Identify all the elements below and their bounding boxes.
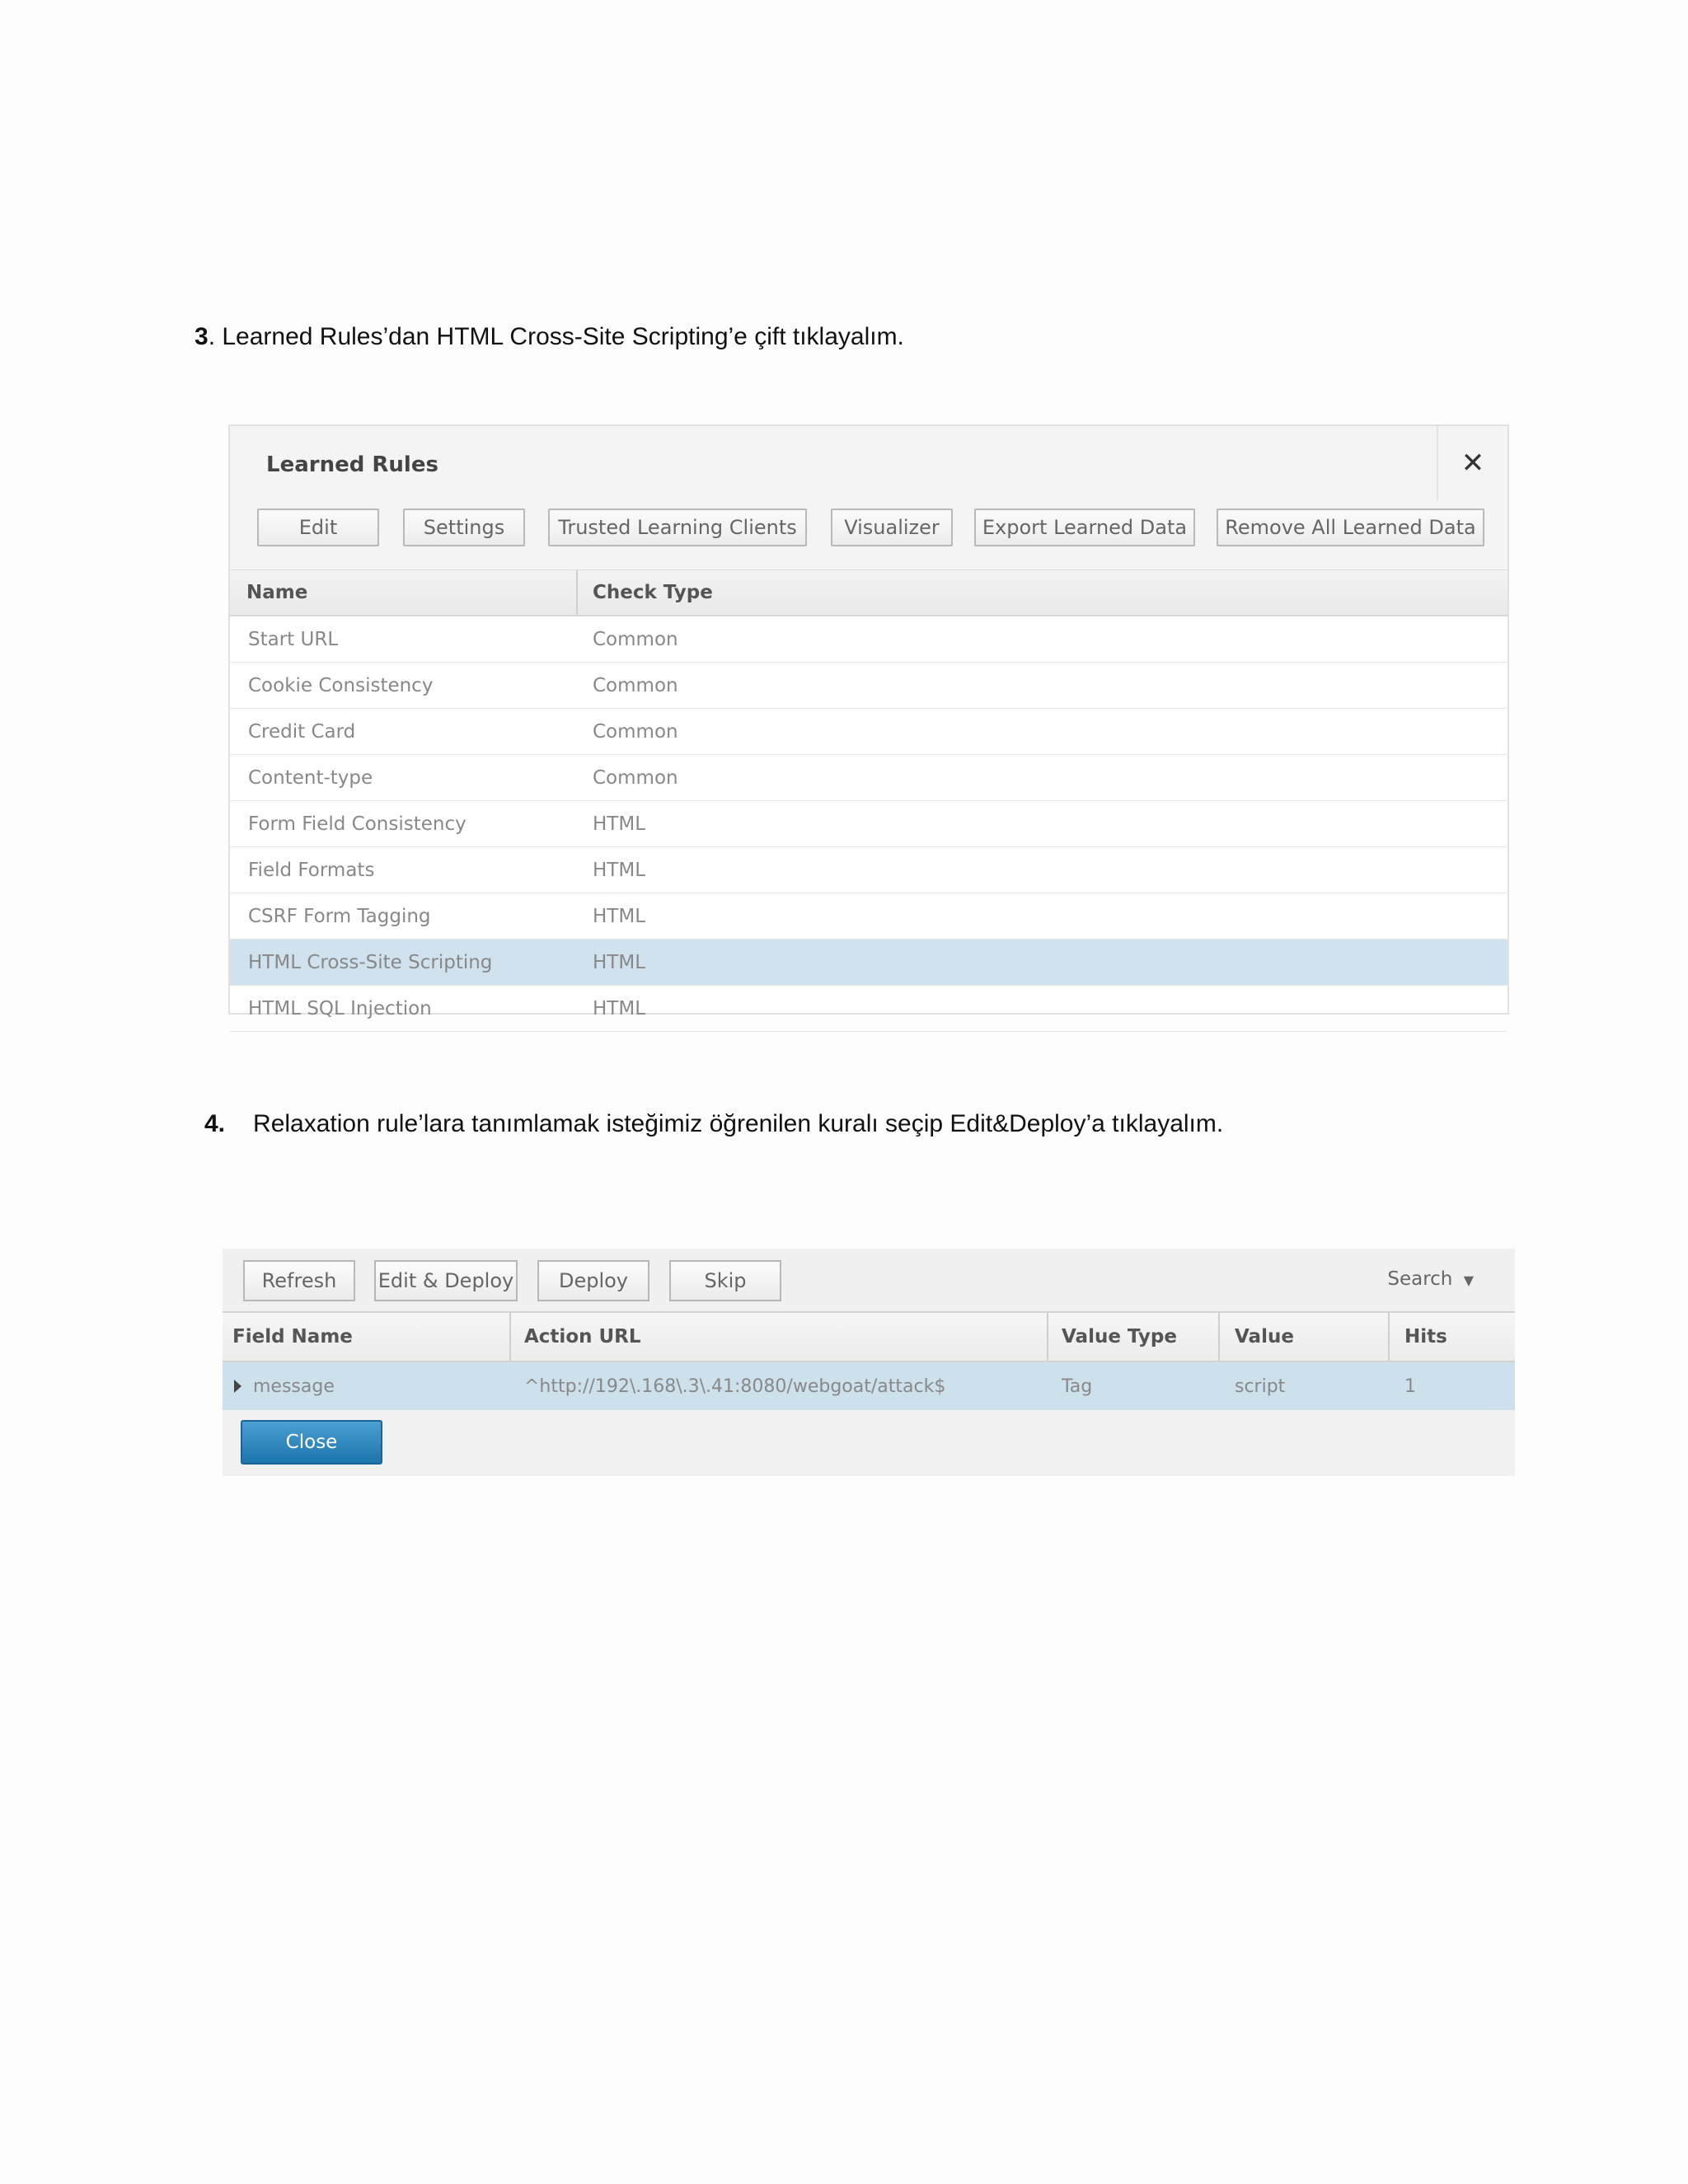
- table-row[interactable]: [230, 616, 1507, 663]
- table-row[interactable]: [230, 801, 1507, 847]
- table-row[interactable]: [230, 893, 1507, 940]
- close-icon[interactable]: ✕: [1437, 426, 1507, 500]
- field-name-cell: [223, 1362, 511, 1410]
- step-3-number: 3: [195, 323, 209, 350]
- column-field-name-header[interactable]: Field Name: [223, 1313, 511, 1361]
- column-name-header[interactable]: Name: [230, 570, 578, 615]
- column-value-header[interactable]: Value: [1220, 1313, 1390, 1361]
- column-value-type-header[interactable]: Value Type: [1048, 1313, 1220, 1361]
- table-row[interactable]: [230, 709, 1507, 755]
- table-row[interactable]: [230, 847, 1507, 893]
- relaxation-footer: [223, 1410, 1515, 1476]
- dialog-title: Learned Rules: [266, 452, 438, 477]
- rule-check-type: HTML: [593, 859, 646, 881]
- column-check-type-header[interactable]: Check Type: [593, 582, 713, 603]
- edit-deploy-button[interactable]: Edit & Deploy: [374, 1260, 518, 1301]
- expand-arrow-icon[interactable]: [234, 1380, 241, 1393]
- rule-check-type: Common: [593, 720, 678, 743]
- table-row[interactable]: [230, 986, 1507, 1032]
- relaxation-panel: [223, 1249, 1515, 1474]
- field-name-value: message: [253, 1376, 335, 1397]
- learned-rules-body: [230, 616, 1507, 1032]
- rule-name: Field Formats: [248, 859, 375, 881]
- learned-rules-toolbar: [230, 500, 1507, 569]
- close-button[interactable]: Close: [241, 1420, 382, 1465]
- rule-check-type: Common: [593, 766, 678, 789]
- relaxation-toolbar: [223, 1249, 1515, 1311]
- rule-check-type: HTML: [593, 813, 646, 835]
- rule-name: Start URL: [248, 628, 339, 650]
- value-cell: script: [1235, 1376, 1286, 1397]
- settings-button[interactable]: Settings: [403, 509, 525, 546]
- step-4-text: Relaxation rule’lara tanımlamak isteğimiz öğrenilen kuralı seçip Edit&Deploy’a tıklayalım.: [253, 1110, 1224, 1137]
- search-dropdown[interactable]: [1387, 1268, 1474, 1290]
- rule-check-type: Common: [593, 674, 678, 696]
- trusted-learning-clients-button[interactable]: Trusted Learning Clients: [548, 509, 807, 546]
- export-learned-data-button[interactable]: Export Learned Data: [974, 509, 1195, 546]
- search-label: Search: [1387, 1268, 1453, 1290]
- learned-rules-dialog: [228, 424, 1509, 1019]
- column-action-url-header[interactable]: Action URL: [511, 1313, 1048, 1361]
- step-3-text: . Learned Rules’dan HTML Cross-Site Scripting’e çift tıklayalım.: [208, 323, 904, 350]
- hits-cell: 1: [1404, 1376, 1416, 1397]
- rule-check-type: HTML: [593, 997, 646, 1019]
- action-url-cell: ^http://192\.168\.3\.41:8080/webgoat/attack$: [524, 1376, 946, 1397]
- rule-name: Content-type: [248, 766, 373, 789]
- learned-rules-header: [230, 569, 1507, 616]
- table-row[interactable]: [230, 755, 1507, 801]
- rule-name: Cookie Consistency: [248, 674, 434, 696]
- rule-name: CSRF Form Tagging: [248, 905, 431, 927]
- skip-button[interactable]: Skip: [669, 1260, 781, 1301]
- edit-button[interactable]: Edit: [257, 509, 379, 546]
- table-row[interactable]: [230, 663, 1507, 709]
- refresh-button[interactable]: Refresh: [243, 1260, 355, 1301]
- table-row-selected[interactable]: [223, 1362, 1515, 1410]
- dialog-header: [230, 426, 1507, 500]
- visualizer-button[interactable]: Visualizer: [831, 509, 953, 546]
- rule-name: HTML Cross-Site Scripting: [248, 951, 493, 973]
- step-3-instruction: [195, 323, 904, 351]
- step-4-number: 4.: [204, 1110, 226, 1137]
- remove-all-learned-data-button[interactable]: Remove All Learned Data: [1217, 509, 1484, 546]
- column-hits-header[interactable]: Hits: [1404, 1326, 1447, 1347]
- rule-name: HTML SQL Injection: [248, 997, 432, 1019]
- rule-check-type: HTML: [593, 951, 646, 973]
- step-4-instruction: [204, 1110, 1223, 1138]
- table-row-selected[interactable]: [230, 940, 1507, 986]
- rule-check-type: HTML: [593, 905, 646, 927]
- rule-name: Credit Card: [248, 720, 356, 743]
- relaxation-header: [223, 1311, 1515, 1362]
- deploy-button[interactable]: Deploy: [537, 1260, 649, 1301]
- rule-check-type: Common: [593, 628, 678, 650]
- value-type-cell: Tag: [1062, 1376, 1093, 1397]
- rule-name: Form Field Consistency: [248, 813, 467, 835]
- caret-down-icon: ▼: [1463, 1272, 1474, 1288]
